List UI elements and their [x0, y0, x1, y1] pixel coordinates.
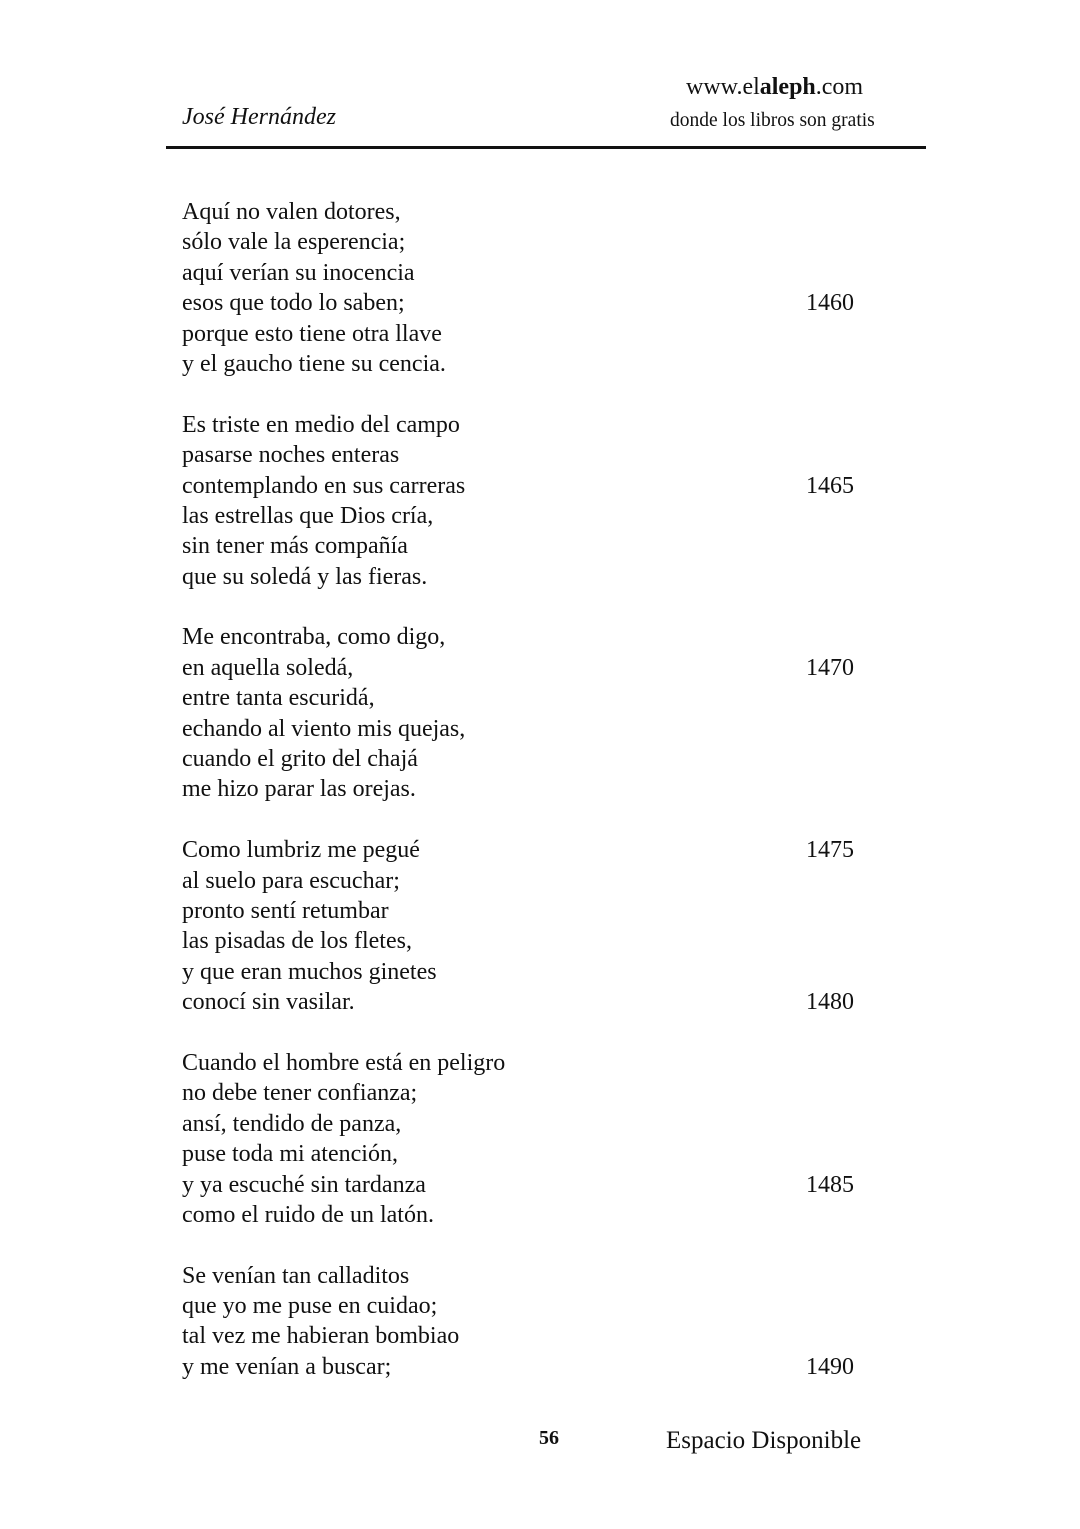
line-number: 1490	[806, 1353, 854, 1380]
verse-text: pasarse noches enteras	[182, 442, 400, 469]
verse-line	[182, 258, 882, 288]
verse-text: pronto sentí retumbar	[182, 897, 389, 924]
verse-text: y ya escuché sin tardanza	[182, 1171, 426, 1198]
stanza	[182, 1261, 882, 1383]
verse-text: las estrellas que Dios cría,	[182, 502, 434, 529]
site-suffix: .com	[815, 74, 864, 100]
verse-line	[182, 227, 882, 257]
verse-text: Aquí no valen dotores,	[182, 199, 401, 225]
verse-text: conocí sin vasilar.	[182, 989, 355, 1016]
verse-line	[182, 714, 882, 744]
verse-line	[182, 410, 882, 440]
verse-text: echando al viento mis quejas,	[182, 715, 466, 742]
verse-line	[182, 896, 882, 926]
verse-line	[182, 987, 882, 1017]
stanza	[182, 835, 882, 1017]
verse-line	[182, 440, 882, 470]
verse-line	[182, 471, 882, 501]
line-number: 1465	[806, 472, 854, 499]
stanza	[182, 1048, 882, 1230]
verse-text: y me venían a buscar;	[182, 1353, 392, 1380]
verse-text: me hizo parar las orejas.	[182, 776, 416, 803]
verse-line	[182, 957, 882, 987]
verse-text: al suelo para escuchar;	[182, 867, 400, 894]
site-prefix: www.el	[686, 74, 760, 100]
header-site	[686, 74, 863, 101]
footer-note: Espacio Disponible	[666, 1427, 862, 1454]
verse-text: aquí verían su inocencia	[182, 259, 415, 286]
verse-text: tal vez me habieran bombiao	[182, 1323, 460, 1350]
verse-line	[182, 835, 882, 865]
verse-line	[182, 1200, 882, 1230]
verse-line	[182, 1321, 882, 1351]
verse-line	[182, 744, 882, 774]
verse-text: esos que todo lo saben;	[182, 290, 405, 317]
verse-line	[182, 288, 882, 318]
stanza	[182, 410, 882, 592]
verse-line	[182, 349, 882, 379]
verse-line	[182, 531, 882, 561]
verse-line	[182, 1139, 882, 1169]
header-tagline: donde los libros son gratis	[670, 110, 875, 131]
verse-line	[182, 319, 882, 349]
header-rule	[166, 146, 926, 149]
line-number: 1470	[806, 654, 854, 681]
verse-line	[182, 653, 882, 683]
verse-line	[182, 1261, 882, 1291]
verse-text: y que eran muchos ginetes	[182, 958, 437, 985]
verse-text: sin tener más compañía	[182, 533, 408, 560]
verse-line	[182, 1170, 882, 1200]
verse-line	[182, 1078, 882, 1108]
verse-line	[182, 1291, 882, 1321]
verse-line	[182, 866, 882, 896]
verse-text: que yo me puse en cuidao;	[182, 1293, 438, 1320]
verse-text: porque esto tiene otra llave	[182, 320, 442, 347]
verse-line	[182, 501, 882, 531]
line-number: 1480	[806, 989, 854, 1016]
verse-text: como el ruido de un latón.	[182, 1201, 434, 1228]
verse-line	[182, 774, 882, 804]
line-number: 1475	[806, 837, 854, 864]
verse-line	[182, 562, 882, 592]
verse-text: no debe tener confianza;	[182, 1080, 418, 1107]
header-author: José Hernández	[182, 104, 336, 130]
page-number: 56	[539, 1427, 559, 1449]
verse-text: Como lumbriz me pegué	[182, 837, 420, 864]
verse-text: contemplando en sus carreras	[182, 472, 466, 499]
verse-text: Se venían tan calladitos	[182, 1262, 410, 1289]
line-number: 1485	[806, 1171, 854, 1198]
verse-line	[182, 1109, 882, 1139]
verse-text: Me encontraba, como digo,	[182, 624, 446, 651]
verse-line	[182, 926, 882, 956]
verse-text: ansí, tendido de panza,	[182, 1110, 402, 1137]
verse-text: y el gaucho tiene su cencia.	[182, 350, 446, 377]
verse-text: Cuando el hombre está en peligro	[182, 1049, 506, 1076]
verse-line	[182, 683, 882, 713]
verse-line	[182, 1048, 882, 1078]
verse-text: que su soledá y las fieras.	[182, 563, 428, 590]
verse-text: entre tanta escuridá,	[182, 685, 375, 712]
site-bold: aleph	[759, 74, 816, 100]
verse-text: en aquella soledá,	[182, 654, 354, 681]
verse-text: Es triste en medio del campo	[182, 411, 460, 438]
line-number: 1460	[806, 290, 854, 317]
verse-text: cuando el grito del chajá	[182, 746, 418, 773]
verse-text: las pisadas de los fletes,	[182, 928, 412, 955]
stanza	[182, 197, 882, 379]
verse-line	[182, 1352, 882, 1382]
verse-text: puse toda mi atención,	[182, 1141, 398, 1168]
verse-line	[182, 622, 882, 652]
poem	[182, 197, 882, 1413]
verse-text: sólo vale la esperencia;	[182, 229, 406, 256]
verse-line	[182, 197, 882, 227]
stanza	[182, 622, 882, 804]
